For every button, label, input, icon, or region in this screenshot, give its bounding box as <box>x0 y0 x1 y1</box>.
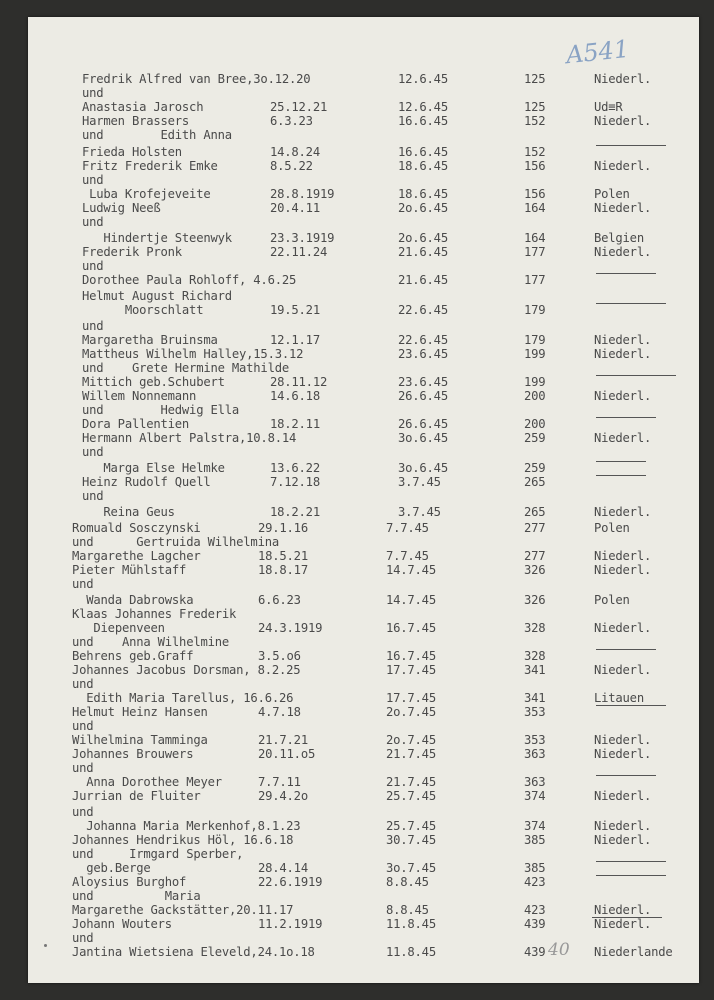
entry-country: Niederl. <box>594 72 652 86</box>
entry-date: 17.7.45 <box>386 663 436 677</box>
entry-country: Litauen <box>594 691 644 705</box>
birth-date: 11.2.1919 <box>258 917 323 931</box>
strike-line <box>592 917 662 918</box>
entry-name: und <box>82 489 104 503</box>
entry-country: Niederl. <box>594 663 652 677</box>
entry-date: 11.8.45 <box>386 945 436 959</box>
entry-date: 11.8.45 <box>386 917 436 931</box>
entry-name: Wanda Dabrowska <box>72 593 194 607</box>
entry-name: Anna Dorothee Meyer <box>72 775 222 789</box>
birth-date: 29.4.2o <box>258 789 308 803</box>
entry-name: geb.Berge <box>72 861 151 875</box>
entry-number: 156 <box>524 187 546 201</box>
entry-name: Margarethe Lagcher <box>72 549 201 563</box>
entry-name: Wilhelmina Tamminga <box>72 733 208 747</box>
entry-date: 26.6.45 <box>398 417 448 431</box>
entry-name: Margarethe Gackstätter,20.11.17 <box>72 903 294 917</box>
entry-number: 265 <box>524 475 546 489</box>
entry-country: Niederl. <box>594 747 652 761</box>
entry-name: Willem Nonnemann <box>82 389 197 403</box>
entry-number: 200 <box>524 389 546 403</box>
entry-name: und Maria <box>72 889 201 903</box>
entry-number: 199 <box>524 347 546 361</box>
entry-number: 328 <box>524 649 546 663</box>
entry-date: 25.7.45 <box>386 789 436 803</box>
entry-name: Romuald Sosczynski <box>72 521 201 535</box>
entry-country: Niederl. <box>594 333 652 347</box>
entry-country: Niederl. <box>594 903 652 917</box>
entry-number: 277 <box>524 549 546 563</box>
birth-date: 7.12.18 <box>270 475 320 489</box>
entry-date: 12.6.45 <box>398 100 448 114</box>
entry-date: 2o.7.45 <box>386 705 436 719</box>
entry-number: 423 <box>524 903 546 917</box>
country-dash <box>596 303 666 304</box>
entry-number: 164 <box>524 231 546 245</box>
entry-name: Aloysius Burghof <box>72 875 187 889</box>
country-dash <box>596 417 656 418</box>
entry-country: Niederl. <box>594 563 652 577</box>
handwritten-page-number: A541 <box>564 34 631 70</box>
entry-date: 18.6.45 <box>398 187 448 201</box>
birth-date: 4.7.18 <box>258 705 301 719</box>
entry-name: Moorschlatt <box>82 303 204 317</box>
entry-name: Pieter Mühlstaff <box>72 563 187 577</box>
entry-name: und <box>82 445 104 459</box>
birth-date: 7.7.11 <box>258 775 301 789</box>
entry-name: und Grete Hermine Mathilde <box>82 361 289 375</box>
entry-country: Niederl. <box>594 505 652 519</box>
entry-number: 341 <box>524 691 546 705</box>
entry-number: 423 <box>524 875 546 889</box>
entry-name: und <box>82 259 104 273</box>
birth-date: 3.5.o6 <box>258 649 301 663</box>
entry-number: 353 <box>524 705 546 719</box>
country-dash <box>596 861 666 862</box>
entry-date: 2o.6.45 <box>398 231 448 245</box>
birth-date: 20.11.o5 <box>258 747 316 761</box>
entry-number: 199 <box>524 375 546 389</box>
entry-name: und <box>72 761 94 775</box>
entry-name: und Edith Anna <box>82 128 232 142</box>
entry-name: Dorothee Paula Rohloff, 4.6.25 <box>82 273 297 287</box>
entry-date: 23.6.45 <box>398 347 448 361</box>
entry-name: Hermann Albert Palstra,10.8.14 <box>82 431 297 445</box>
entry-number: 177 <box>524 245 546 259</box>
entry-country: Niederlande <box>594 945 673 959</box>
entry-number: 353 <box>524 733 546 747</box>
entry-date: 8.8.45 <box>386 875 429 889</box>
birth-date: 18.2.11 <box>270 417 320 431</box>
entry-number: 200 <box>524 417 546 431</box>
entry-name: und <box>72 577 94 591</box>
entry-country: Niederl. <box>594 819 652 833</box>
entry-date: 22.6.45 <box>398 303 448 317</box>
entry-country: Niederl. <box>594 621 652 635</box>
country-dash <box>596 649 656 650</box>
entry-name: Klaas Johannes Frederik <box>72 607 237 621</box>
birth-date: 14.8.24 <box>270 145 320 159</box>
birth-date: 19.5.21 <box>270 303 320 317</box>
entry-name: Helmut Heinz Hansen <box>72 705 208 719</box>
entry-date: 21.6.45 <box>398 273 448 287</box>
handwritten-count: 40 <box>548 940 570 960</box>
entry-name: und <box>82 86 104 100</box>
birth-date: 22.6.1919 <box>258 875 323 889</box>
entry-date: 18.6.45 <box>398 159 448 173</box>
entry-name: Dora Pallentien <box>82 417 190 431</box>
entry-date: 3o.6.45 <box>398 431 448 445</box>
entry-date: 30.7.45 <box>386 833 436 847</box>
entry-name: Johannes Hendrikus Höl, 16.6.18 <box>72 833 294 847</box>
entry-name: und Irmgard Sperber, <box>72 847 244 861</box>
country-dash <box>596 273 656 274</box>
entry-number: 374 <box>524 819 546 833</box>
birth-date: 23.3.1919 <box>270 231 335 245</box>
entry-name: und Gertruida Wilhelmina <box>72 535 279 549</box>
entry-name: Behrens geb.Graff <box>72 649 194 663</box>
entry-name: Anastasia Jarosch <box>82 100 204 114</box>
entry-number: 277 <box>524 521 546 535</box>
entry-name: Helmut August Richard <box>82 289 232 303</box>
birth-date: 22.11.24 <box>270 245 328 259</box>
entry-number: 152 <box>524 114 546 128</box>
entry-name: Johannes Jacobus Dorsman, 8.2.25 <box>72 663 301 677</box>
birth-date: 18.8.17 <box>258 563 308 577</box>
birth-date: 18.2.21 <box>270 505 320 519</box>
entry-number: 156 <box>524 159 546 173</box>
entry-name: Ludwig Neeß <box>82 201 161 215</box>
entry-date: 16.6.45 <box>398 114 448 128</box>
country-dash <box>596 705 666 706</box>
birth-date: 28.4.14 <box>258 861 308 875</box>
country-dash <box>596 461 646 462</box>
entry-name: Fritz Frederik Emke <box>82 159 218 173</box>
entry-country: Niederl. <box>594 201 652 215</box>
entry-name: Frederik Pronk <box>82 245 182 259</box>
birth-date: 14.6.18 <box>270 389 320 403</box>
entry-number: 439 <box>524 917 546 931</box>
entry-name: Jantina Wietsiena Eleveld,24.1o.18 <box>72 945 315 959</box>
entry-name: und <box>82 319 104 333</box>
country-dash <box>596 145 666 146</box>
entry-name: und <box>82 215 104 229</box>
entry-name: Mittich geb.Schubert <box>82 375 225 389</box>
entry-country: Polen <box>594 593 630 607</box>
entry-date: 8.8.45 <box>386 903 429 917</box>
country-dash <box>596 375 676 376</box>
entry-date: 3o.7.45 <box>386 861 436 875</box>
entry-number: 326 <box>524 593 546 607</box>
entry-date: 3.7.45 <box>398 475 441 489</box>
entry-date: 17.7.45 <box>386 691 436 705</box>
birth-date: 29.1.16 <box>258 521 308 535</box>
entry-date: 16.7.45 <box>386 621 436 635</box>
country-dash <box>596 875 666 876</box>
birth-date: 28.11.12 <box>270 375 328 389</box>
entry-name: und <box>72 805 94 819</box>
entry-name: und <box>72 719 94 733</box>
entry-name: Heinz Rudolf Quell <box>82 475 211 489</box>
entry-date: 3.7.45 <box>398 505 441 519</box>
entry-date: 7.7.45 <box>386 521 429 535</box>
entry-name: und <box>72 931 94 945</box>
entry-date: 21.7.45 <box>386 747 436 761</box>
entry-country: Niederl. <box>594 789 652 803</box>
entry-country: Niederl. <box>594 245 652 259</box>
entry-date: 12.6.45 <box>398 72 448 86</box>
entry-number: 259 <box>524 431 546 445</box>
entry-country: Polen <box>594 521 630 535</box>
entry-number: 179 <box>524 303 546 317</box>
entry-name: und <box>82 173 104 187</box>
entry-date: 16.7.45 <box>386 649 436 663</box>
entry-name: Margaretha Bruinsma <box>82 333 218 347</box>
birth-date: 6.6.23 <box>258 593 301 607</box>
birth-date: 28.8.1919 <box>270 187 335 201</box>
country-dash <box>596 775 656 776</box>
entry-country: Niederl. <box>594 733 652 747</box>
entry-number: 152 <box>524 145 546 159</box>
entry-date: 25.7.45 <box>386 819 436 833</box>
birth-date: 21.7.21 <box>258 733 308 747</box>
entry-number: 363 <box>524 747 546 761</box>
entry-number: 385 <box>524 833 546 847</box>
entry-number: 374 <box>524 789 546 803</box>
entry-name: Johanna Maria Merkenhof,8.1.23 <box>72 819 301 833</box>
entry-number: 265 <box>524 505 546 519</box>
entry-date: 23.6.45 <box>398 375 448 389</box>
entry-number: 125 <box>524 72 546 86</box>
entry-country: Ud≡R <box>594 100 623 114</box>
entry-name: Johannes Brouwers <box>72 747 194 761</box>
punch-mark <box>44 944 47 947</box>
birth-date: 24.3.1919 <box>258 621 323 635</box>
entry-date: 16.6.45 <box>398 145 448 159</box>
birth-date: 8.5.22 <box>270 159 313 173</box>
entry-country: Niederl. <box>594 347 652 361</box>
entry-date: 22.6.45 <box>398 333 448 347</box>
entry-date: 14.7.45 <box>386 593 436 607</box>
birth-date: 25.12.21 <box>270 100 328 114</box>
entry-country: Niederl. <box>594 549 652 563</box>
entry-number: 363 <box>524 775 546 789</box>
birth-date: 6.3.23 <box>270 114 313 128</box>
entry-number: 439 <box>524 945 546 959</box>
entry-name: Johann Wouters <box>72 917 172 931</box>
entry-name: Marga Else Helmke <box>82 461 225 475</box>
entry-date: 14.7.45 <box>386 563 436 577</box>
entry-country: Polen <box>594 187 630 201</box>
entry-name: Hindertje Steenwyk <box>82 231 232 245</box>
entry-name: Harmen Brassers <box>82 114 190 128</box>
entry-number: 326 <box>524 563 546 577</box>
entry-name: Luba Krofejeveite <box>82 187 211 201</box>
entry-date: 21.7.45 <box>386 775 436 789</box>
entry-number: 125 <box>524 100 546 114</box>
entry-number: 259 <box>524 461 546 475</box>
entry-number: 385 <box>524 861 546 875</box>
entry-country: Niederl. <box>594 917 652 931</box>
entry-date: 21.6.45 <box>398 245 448 259</box>
entry-country: Niederl. <box>594 389 652 403</box>
entry-number: 177 <box>524 273 546 287</box>
entry-name: Reina Geus <box>82 505 175 519</box>
entry-date: 7.7.45 <box>386 549 429 563</box>
entry-name: Fredrik Alfred van Bree,3o.12.20 <box>82 72 311 86</box>
birth-date: 18.5.21 <box>258 549 308 563</box>
entry-name: und Anna Wilhelmine <box>72 635 230 649</box>
entry-date: 26.6.45 <box>398 389 448 403</box>
entry-country: Niederl. <box>594 833 652 847</box>
country-dash <box>596 475 646 476</box>
entry-country: Niederl. <box>594 431 652 445</box>
entry-country: Niederl. <box>594 114 652 128</box>
entry-name: Jurrian de Fluiter <box>72 789 201 803</box>
entry-name: Diepenveen <box>72 621 165 635</box>
entry-number: 164 <box>524 201 546 215</box>
entry-number: 179 <box>524 333 546 347</box>
entry-date: 2o.6.45 <box>398 201 448 215</box>
birth-date: 13.6.22 <box>270 461 320 475</box>
entry-date: 3o.6.45 <box>398 461 448 475</box>
entry-country: Belgien <box>594 231 644 245</box>
birth-date: 20.4.11 <box>270 201 320 215</box>
entry-name: und Hedwig Ella <box>82 403 240 417</box>
entry-name: Mattheus Wilhelm Halley,15.3.12 <box>82 347 304 361</box>
entry-number: 341 <box>524 663 546 677</box>
entry-number: 328 <box>524 621 546 635</box>
entry-date: 2o.7.45 <box>386 733 436 747</box>
entry-name: Frieda Holsten <box>82 145 182 159</box>
entry-name: und <box>72 677 94 691</box>
birth-date: 12.1.17 <box>270 333 320 347</box>
entry-country: Niederl. <box>594 159 652 173</box>
entry-name: Edith Maria Tarellus, 16.6.26 <box>72 691 294 705</box>
